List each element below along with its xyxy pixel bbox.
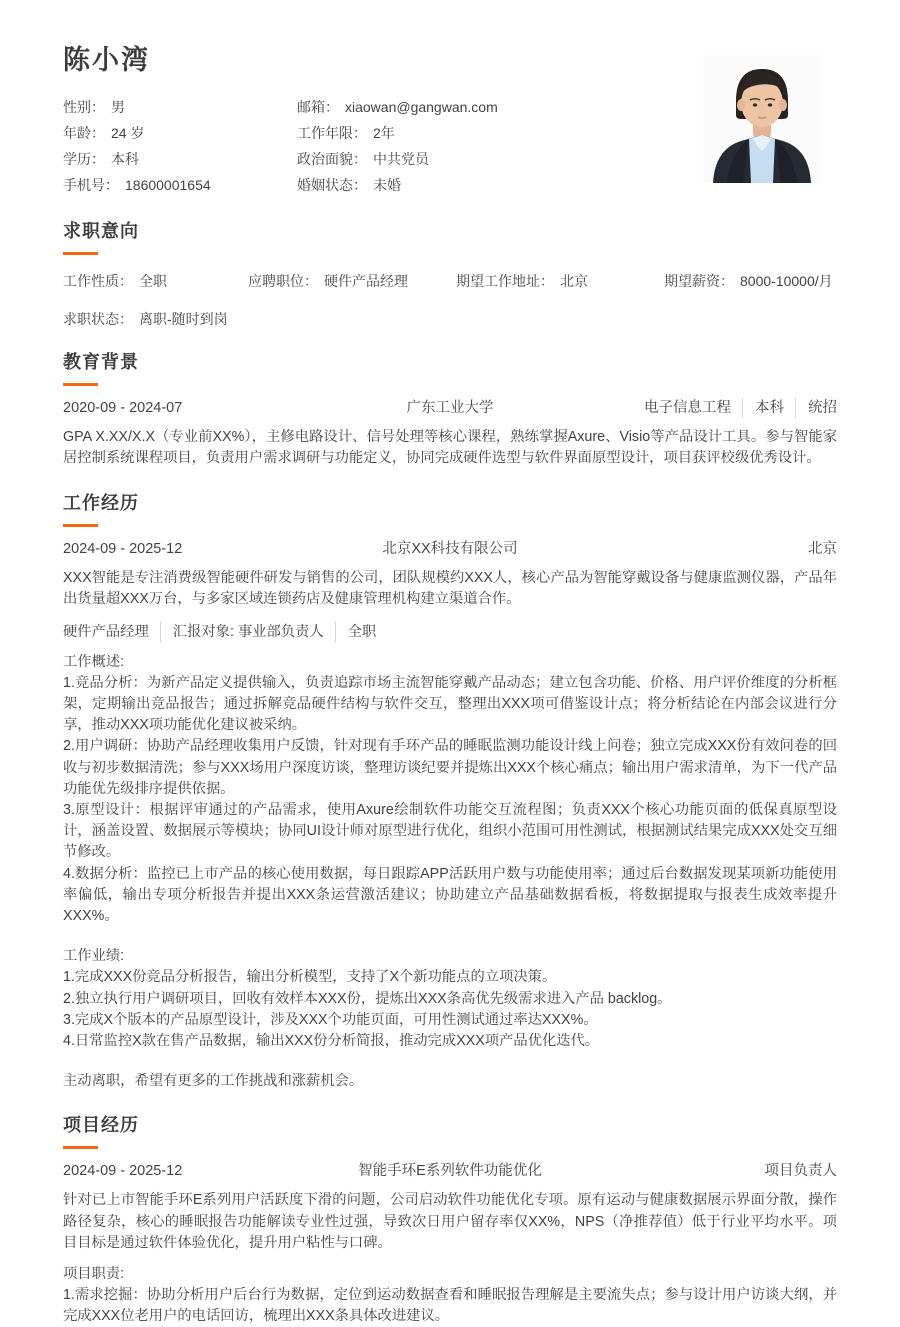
project-period: 2024-09 - 2025-12 xyxy=(63,1163,183,1180)
work-title: 工作经历 xyxy=(63,492,139,513)
work-detail-line: 工作概述: xyxy=(63,653,125,670)
work-detail-line: 2.用户调研：协助产品经理收集用户反馈，针对现有手环产品的睡眠监测功能设计线上问卷；独立完成XXX份有效问卷的回收与初步数据清洗；参与XXX场用户深度访谈，整理访谈纪要并提炼出XXX个核心痛点；输出用户需求清单，为下一代产品功能优先级排序提供依据。 xyxy=(63,738,837,797)
education-enrollment-type: 统招 xyxy=(795,398,837,418)
info-marital-status-value: 未婚 xyxy=(373,177,401,193)
intent-status-value: 离职-随时到岗 xyxy=(139,311,228,327)
project-title: 项目经历 xyxy=(63,1115,139,1136)
info-marital-status-label: 婚姻状态： xyxy=(297,177,367,193)
work-position-tags xyxy=(63,621,837,643)
job-intention-row xyxy=(63,271,837,291)
work-detail-line: 主动离职，希望有更多的工作挑战和涨薪机会。 xyxy=(63,1073,364,1090)
work-detail xyxy=(63,652,837,1093)
project-detail xyxy=(63,1264,837,1327)
info-work-years-label: 工作年限： xyxy=(297,125,367,141)
accent-dash xyxy=(63,1146,98,1149)
education-school: 广东工业大学 xyxy=(406,400,494,416)
work-report-to: 汇报对象: 事业部负责人 xyxy=(160,621,324,643)
education-period: 2020-09 - 2024-07 xyxy=(63,400,183,416)
project-detail-line: 项目职责: xyxy=(63,1265,125,1282)
intent-position-label: 应聘职位： xyxy=(248,273,318,289)
profile-photo xyxy=(703,55,821,183)
info-age-label: 年龄： xyxy=(63,125,105,141)
intent-location xyxy=(456,271,664,291)
work-meta-row xyxy=(63,539,837,559)
work-detail-line: 1.完成XXX份竞品分析报告，输出分析模型，支持了X个新功能点的立项决策。 xyxy=(63,969,557,986)
work-detail-line: 3.完成X个版本的产品原型设计，涉及XXX个功能页面，可用性测试通过率达XXX%。 xyxy=(63,1011,598,1028)
info-phone xyxy=(63,172,297,198)
intent-salary-value: 8000-10000/月 xyxy=(740,273,833,289)
education-tags xyxy=(607,398,837,418)
work-detail-line: 工作业绩: xyxy=(63,948,125,965)
info-work-years-value: 2年 xyxy=(373,125,395,141)
info-degree xyxy=(63,146,297,172)
section-project-experience xyxy=(63,1114,837,1327)
work-job-type: 全职 xyxy=(335,621,377,643)
work-detail-line xyxy=(63,1052,837,1071)
section-work-experience xyxy=(63,492,837,1093)
info-age xyxy=(63,120,297,146)
info-degree-value: 本科 xyxy=(111,151,139,167)
education-meta-row xyxy=(63,398,837,418)
info-political-status-label: 政治面貌： xyxy=(297,151,367,167)
intent-salary-label: 期望薪资： xyxy=(664,273,734,289)
work-detail-line: 1.竞品分析：为新产品定义提供输入，负责追踪市场主流智能穿戴产品动态；建立包含功能、价格、用户评价维度的分析框架，定期输出竞品报告；通过拆解竞品硬件结构与软件交互，整理出XXX项可借鉴设计点；将分析结论在内部会议进行分享，推动XXX项功能优化建议被采纳。 xyxy=(63,674,837,734)
info-phone-value: 18600001654 xyxy=(125,177,211,193)
info-email-value: xiaowan@gangwan.com xyxy=(345,99,498,115)
intent-job-type-value: 全职 xyxy=(139,273,167,289)
job-intention-title: 求职意向 xyxy=(63,221,139,241)
work-detail-line: 4.数据分析：监控已上市产品的核心使用数据，每日跟踪APP活跃用户数与功能使用率；通过后台数据发现某项新功能使用率偏低，输出专项分析报告并提出XXX条运营激活建议；协助建立产品基础数据看板，将数据提取与报表生成效率提升XXX%。 xyxy=(63,865,837,925)
work-detail-line: 4.日常监控X款在售产品数据，输出XXX份分析简报，推动完成XXX项产品优化迭代。 xyxy=(63,1033,600,1050)
personal-info-left-column xyxy=(63,94,297,198)
education-description: GPA X.XX/X.X（专业前XX%），主修电路设计、信号处理等核心课程，熟练掌握Axure、Visio等产品设计工具。参与智能家居控制系统课程项目，负责用户需求调研与功能定义，协同完成硬件选型与软件界面原型设计，项目获评校级优秀设计。 xyxy=(63,429,837,467)
education-major: 电子信息工程 xyxy=(644,400,731,416)
intent-job-type-label: 工作性质： xyxy=(63,273,133,289)
intent-location-value: 北京 xyxy=(560,273,588,289)
work-company-intro: XXX智能是专注消费级智能硬件研发与销售的公司，团队规模约XXX人，核心产品为智能穿戴设备与健康监测仪器，产品年出货量超XXX万台，与多家区域连锁药店及健康管理机构建立渠道合作。 xyxy=(63,569,837,608)
work-company: 北京XX科技有限公司 xyxy=(382,540,518,557)
info-phone-label: 手机号： xyxy=(63,177,119,193)
accent-dash xyxy=(63,524,98,527)
info-email-label: 邮箱： xyxy=(297,99,339,115)
project-detail-line: 1.需求挖掘：协助分析用户后台行为数据，定位到运动数据查看和睡眠报告理解是主要流失点；参与设计用户访谈大纲，并完成XXX位老用户的电话回访，梳理出XXX条具体改进建议。 xyxy=(63,1286,837,1325)
project-name: 智能手环E系列软件功能优化 xyxy=(358,1163,542,1180)
info-political-status-value: 中共党员 xyxy=(373,151,429,167)
info-degree-label: 学历： xyxy=(63,151,105,167)
candidate-name: 陈小湾 xyxy=(63,45,150,75)
education-degree: 本科 xyxy=(742,398,784,418)
intent-status-label: 求职状态： xyxy=(63,311,133,327)
project-intro: 针对已上市智能手环E系列用户活跃度下滑的问题，公司启动软件功能优化专项。原有运动与健康数据展示界面分散，操作路径复杂，核心的睡眠报告功能解读专业性过强，导致次日用户留存率仅XX%，NPS（净推荐值）低于行业平均水平。项目目标是通过软件体验优化，提升用户粘性与口碑。 xyxy=(63,1192,837,1252)
info-age-value: 24 岁 xyxy=(111,125,145,141)
intent-status xyxy=(63,309,837,329)
work-detail-line: 2.独立执行用户调研项目，回收有效样本XXX份，提炼出XXX条高优先级需求进入产品 backlog。 xyxy=(63,990,672,1007)
education-title: 教育背景 xyxy=(63,352,139,372)
intent-job-type xyxy=(63,271,248,291)
accent-dash xyxy=(63,252,98,255)
info-gender xyxy=(63,94,297,120)
intent-location-label: 期望工作地址： xyxy=(456,273,554,289)
intent-position-value: 硬件产品经理 xyxy=(324,273,408,289)
info-gender-label: 性别： xyxy=(63,99,105,115)
profile-photo-illustration xyxy=(703,55,821,183)
accent-dash xyxy=(63,383,98,386)
work-period: 2024-09 - 2025-12 xyxy=(63,540,183,557)
section-education xyxy=(63,351,837,470)
intent-salary xyxy=(664,271,837,291)
section-job-intention xyxy=(63,220,837,329)
work-location: 北京 xyxy=(808,540,837,557)
intent-position xyxy=(248,271,456,291)
project-meta-row xyxy=(63,1161,837,1181)
info-gender-value: 男 xyxy=(111,99,125,115)
work-detail-line xyxy=(63,927,837,946)
work-position: 硬件产品经理 xyxy=(63,623,149,640)
work-detail-line: 3.原型设计：根据评审通过的产品需求，使用Axure绘制软件功能交互流程图；负责XXX个核心功能页面的低保真原型设计，涵盖设置、数据展示等模块；协同UI设计师对原型进行优化，组织小范围可用性测试，根据测试结果完成XXX处交互细节修改。 xyxy=(63,802,837,861)
project-role: 项目负责人 xyxy=(764,1163,837,1180)
